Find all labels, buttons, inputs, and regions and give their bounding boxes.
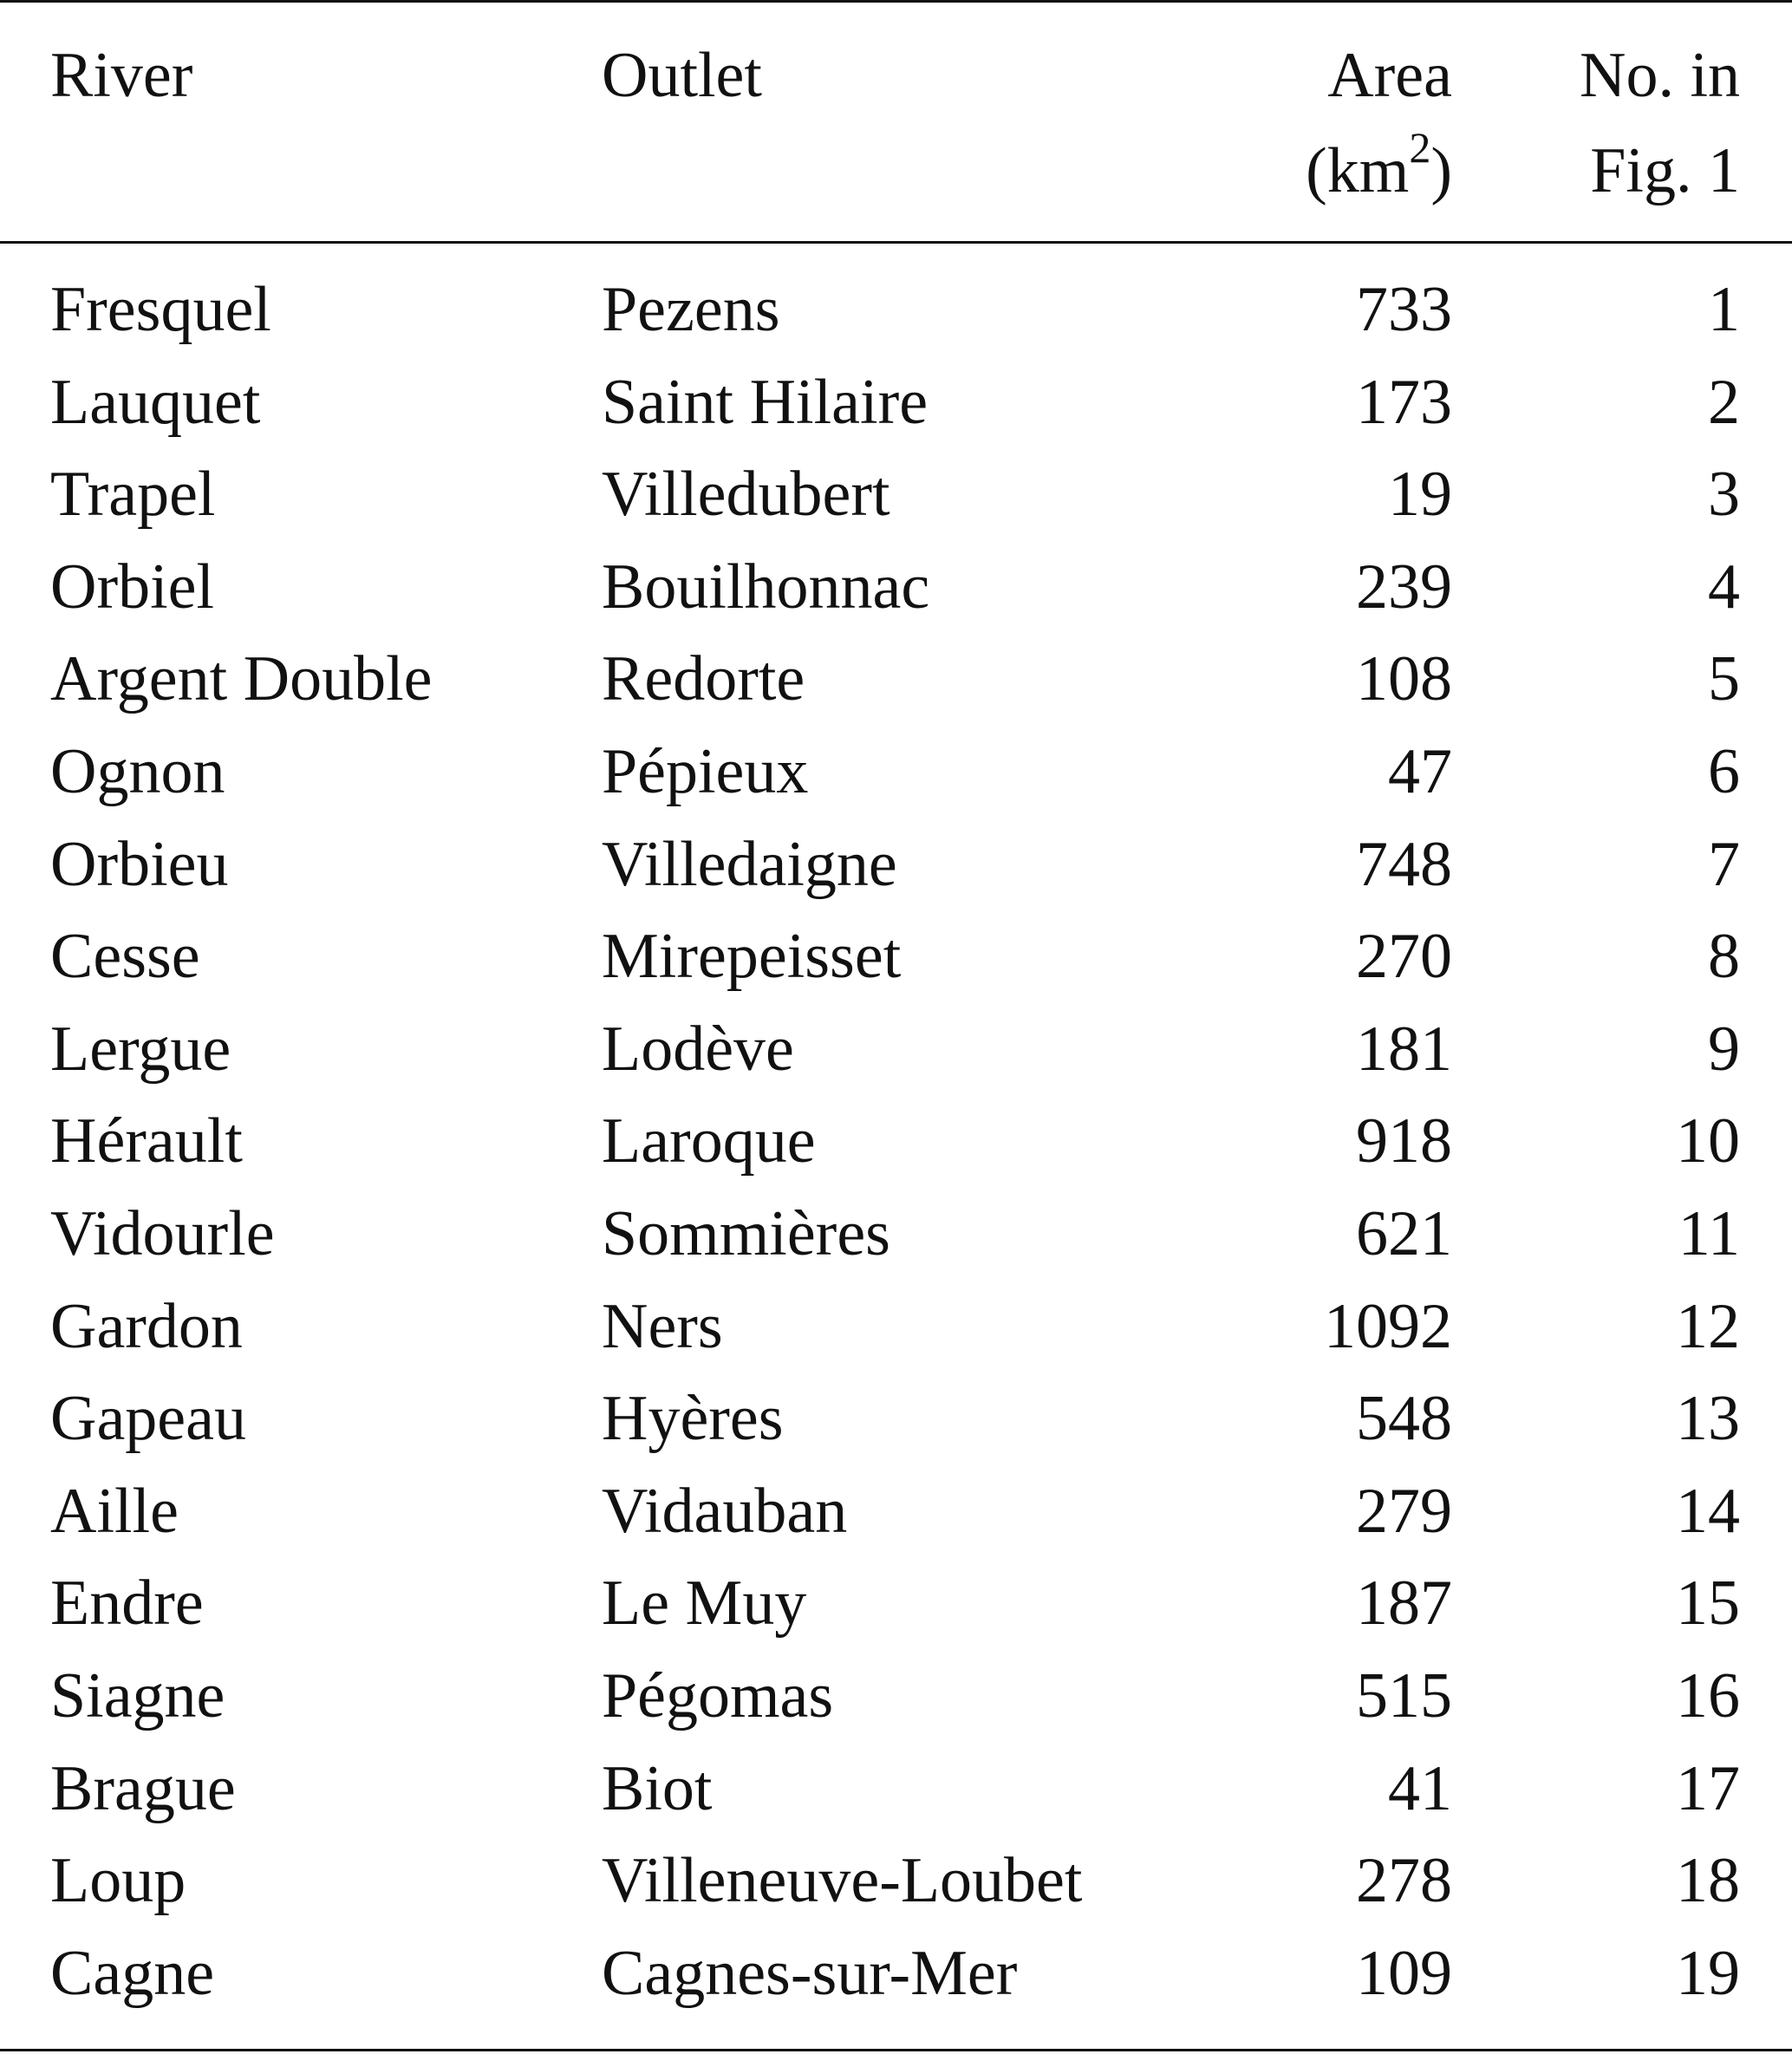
table-row: [0, 356, 1792, 449]
cell-area: 515: [1356, 1660, 1452, 1731]
cell-river: Orbieu: [50, 828, 229, 900]
cell-river: Gardon: [50, 1290, 243, 1362]
cell-no: 6: [1708, 735, 1740, 807]
table-row: [0, 1281, 1792, 1373]
table-row: [0, 1743, 1792, 1836]
cell-no: 17: [1676, 1752, 1740, 1824]
cell-outlet: Villedaigne: [602, 828, 897, 900]
cell-area: 748: [1356, 828, 1452, 900]
cell-area: 181: [1356, 1013, 1452, 1085]
table-header: [0, 28, 1792, 218]
cell-area: 47: [1388, 735, 1452, 807]
cell-area: 621: [1356, 1197, 1452, 1269]
cell-outlet: Cagnes-sur-Mer: [602, 1937, 1018, 2009]
table-row: [0, 1927, 1792, 2020]
cell-river: Argent Double: [50, 643, 433, 715]
cell-river: Orbiel: [50, 551, 215, 623]
cell-area: 187: [1356, 1568, 1452, 1640]
cell-no: 3: [1708, 459, 1740, 531]
table-row: [0, 1650, 1792, 1743]
cell-river: Gapeau: [50, 1383, 246, 1455]
cell-area: 733: [1356, 274, 1452, 345]
cell-no: 1: [1708, 274, 1740, 345]
cell-no: 16: [1676, 1660, 1740, 1731]
cell-river: Siagne: [50, 1660, 225, 1731]
table-row: [0, 1465, 1792, 1558]
table-row: [0, 1373, 1792, 1465]
table-row: [0, 1003, 1792, 1096]
cell-river: Trapel: [50, 459, 216, 531]
table-row: [0, 264, 1792, 356]
header-area-unit-pre: (km: [1306, 135, 1410, 206]
cell-area: 41: [1388, 1752, 1452, 1824]
table-row: [0, 1835, 1792, 1927]
cell-area: 279: [1356, 1475, 1452, 1547]
table-row: [0, 1095, 1792, 1188]
cell-no: 13: [1676, 1383, 1740, 1455]
cell-river: Ognon: [50, 735, 225, 807]
cell-outlet: Saint Hilaire: [602, 366, 929, 438]
table-row: [0, 726, 1792, 818]
header-area-unit-sup: 2: [1409, 123, 1431, 173]
cell-river: Cesse: [50, 921, 200, 993]
table-row: [0, 448, 1792, 541]
cell-outlet: Ners: [602, 1290, 723, 1362]
cell-no: 2: [1708, 366, 1740, 438]
cell-outlet: Mirepeisset: [602, 921, 902, 993]
cell-river: Lauquet: [50, 366, 261, 438]
table-top-rule: [0, 0, 1792, 3]
header-no-line2: Fig. 1: [1590, 135, 1740, 206]
table-row: [0, 541, 1792, 634]
cell-area: 270: [1356, 921, 1452, 993]
cell-outlet: Redorte: [602, 643, 805, 715]
cell-area: 278: [1356, 1845, 1452, 1917]
cell-outlet: Laroque: [602, 1105, 816, 1177]
cell-outlet: Pezens: [602, 274, 780, 345]
cell-no: 18: [1676, 1845, 1740, 1917]
cell-area: 108: [1356, 643, 1452, 715]
cell-river: Loup: [50, 1845, 186, 1917]
cell-no: 5: [1708, 643, 1740, 715]
cell-outlet: Le Muy: [602, 1568, 807, 1640]
cell-river: Hérault: [50, 1105, 243, 1177]
cell-outlet: Biot: [602, 1752, 713, 1824]
table-row: [0, 818, 1792, 911]
table-row: [0, 633, 1792, 726]
header-outlet: Outlet: [602, 40, 762, 111]
header-area-unit: [1306, 123, 1452, 218]
cell-outlet: Pépieux: [602, 735, 809, 807]
cell-river: Brague: [50, 1752, 236, 1824]
cell-area: 1092: [1324, 1290, 1452, 1362]
table-row: [0, 1188, 1792, 1281]
header-no-in-fig: [1580, 28, 1740, 218]
header-river: River: [50, 40, 193, 111]
cell-no: 8: [1708, 921, 1740, 993]
cell-river: Fresquel: [50, 274, 271, 345]
cell-area: 109: [1356, 1937, 1452, 2009]
cell-area: 173: [1356, 366, 1452, 438]
header-no-line1: No. in: [1580, 40, 1740, 111]
cell-river: Lergue: [50, 1013, 231, 1085]
cell-no: 12: [1676, 1290, 1740, 1362]
cell-outlet: Hyères: [602, 1383, 784, 1455]
cell-river: Cagne: [50, 1937, 215, 2009]
cell-river: Aille: [50, 1475, 179, 1547]
cell-outlet: Lodève: [602, 1013, 794, 1085]
header-area-unit-post: ): [1430, 135, 1452, 206]
table-body: [0, 264, 1792, 2019]
cell-area: 239: [1356, 551, 1452, 623]
cell-no: 4: [1708, 551, 1740, 623]
cell-outlet: Pégomas: [602, 1660, 834, 1731]
cell-river: Endre: [50, 1568, 204, 1640]
cell-no: 7: [1708, 828, 1740, 900]
cell-area: 19: [1388, 459, 1452, 531]
header-area-label: Area: [1327, 40, 1452, 111]
cell-outlet: Vidauban: [602, 1475, 848, 1547]
cell-outlet: Sommières: [602, 1197, 890, 1269]
table-row: [0, 1557, 1792, 1650]
cell-river: Vidourle: [50, 1197, 275, 1269]
cell-area: 918: [1356, 1105, 1452, 1177]
table-header-rule: [0, 241, 1792, 244]
cell-outlet: Villedubert: [602, 459, 890, 531]
cell-outlet: Bouilhonnac: [602, 551, 930, 623]
table-row: [0, 910, 1792, 1003]
cell-outlet: Villeneuve-Loubet: [602, 1845, 1083, 1917]
cell-no: 10: [1676, 1105, 1740, 1177]
table-bottom-rule: [0, 2049, 1792, 2051]
cell-no: 11: [1678, 1197, 1740, 1269]
cell-no: 14: [1676, 1475, 1740, 1547]
cell-no: 9: [1708, 1013, 1740, 1085]
cell-no: 15: [1676, 1568, 1740, 1640]
cell-no: 19: [1676, 1937, 1740, 2009]
header-area: [1306, 28, 1452, 218]
cell-area: 548: [1356, 1383, 1452, 1455]
